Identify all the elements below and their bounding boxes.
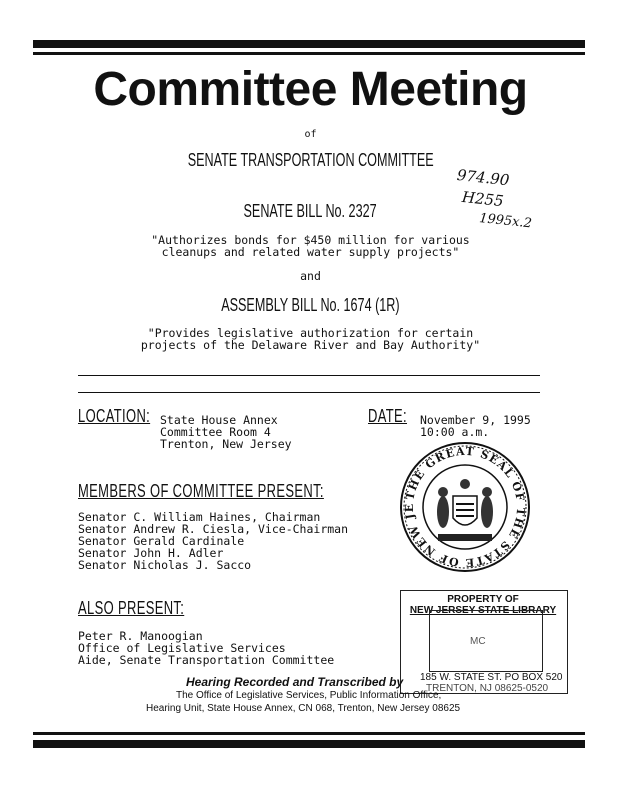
seal-graphic	[398, 440, 532, 574]
bottom-rule-thick	[33, 740, 585, 748]
also-present-item: Aide, Senate Transportation Committee	[78, 653, 335, 667]
assembly-bill-desc-2: projects of the Delaware River and Bay Authority"	[140, 338, 481, 352]
also-present-list	[78, 630, 334, 666]
senate-bill-desc-1: "Authorizes bonds for $450 million for various	[151, 233, 470, 247]
members-list	[78, 511, 348, 571]
footer-transcribed: Hearing Recorded and Transcribed by	[186, 675, 404, 689]
committee-name: SENATE TRANSPORTATION COMMITTEE	[187, 150, 434, 170]
location-line: Trenton, New Jersey	[160, 437, 292, 451]
members-heading: MEMBERS OF COMMITTEE PRESENT:	[78, 481, 324, 501]
date-label: DATE:	[368, 406, 408, 426]
also-present-heading: ALSO PRESENT:	[78, 598, 185, 618]
separator-line-2	[78, 392, 540, 393]
also-present-item: Peter R. Manoogian	[78, 629, 203, 643]
location-block	[160, 414, 292, 450]
footer-office: The Office of Legislative Services, Public Information Office,	[176, 690, 442, 701]
member-item: Senator Nicholas J. Sacco	[78, 558, 252, 572]
separator-line-1	[78, 375, 540, 376]
state-seal-icon	[398, 440, 532, 574]
svg-text:THE GREAT SEAL OF THE STATE OF: THE GREAT SEAL OF THE STATE OF NEW JE	[402, 444, 528, 570]
location-line: State House Annex	[160, 413, 278, 427]
assembly-bill-desc-1: "Provides legislative authorization for certain	[147, 326, 474, 340]
stamp-inner-text: MC	[470, 636, 486, 647]
member-item: Senator C. William Haines, Chairman	[78, 510, 321, 524]
stamp-address-2: TRENTON, NJ 08625-0520	[426, 683, 549, 694]
stamp-library-line: NEW JERSEY STATE LIBRARY	[409, 605, 557, 616]
date-line: November 9, 1995	[420, 413, 531, 427]
member-item: Senator John H. Adler	[78, 546, 224, 560]
footer-address: Hearing Unit, State House Annex, CN 068, Trenton, New Jersey 08625	[146, 703, 461, 714]
stamp-inner-box	[429, 610, 543, 672]
handwritten-note-3: 1995x.2	[478, 211, 533, 232]
assembly-bill-label: ASSEMBLY BILL No. 1674 (1R)	[221, 295, 400, 315]
member-item: Senator Andrew R. Ciesla, Vice-Chairman	[78, 522, 349, 536]
also-present-item: Office of Legislative Services	[78, 641, 286, 655]
and-text: and	[300, 269, 321, 283]
location-line: Committee Room 4	[160, 425, 271, 439]
top-rule-thick	[33, 40, 585, 48]
date-line: 10:00 a.m.	[420, 425, 490, 439]
page-title: Committee Meeting	[93, 63, 528, 116]
date-block	[420, 414, 531, 438]
location-label: LOCATION:	[78, 406, 151, 426]
handwritten-note-2: H255	[461, 188, 505, 211]
senate-bill-desc-2: cleanups and related water supply projects"	[161, 245, 460, 259]
member-item: Senator Gerald Cardinale	[78, 534, 245, 548]
of-text: of	[304, 129, 317, 140]
handwritten-note-1: 974.90	[456, 166, 511, 190]
top-rule-thin	[33, 52, 585, 55]
senate-bill-label: SENATE BILL No. 2327	[243, 201, 378, 221]
stamp-property-line: PROPERTY OF	[447, 594, 519, 605]
bottom-rule-thin	[33, 732, 585, 735]
stamp-address-1: 185 W. STATE ST. PO BOX 520	[420, 672, 563, 683]
